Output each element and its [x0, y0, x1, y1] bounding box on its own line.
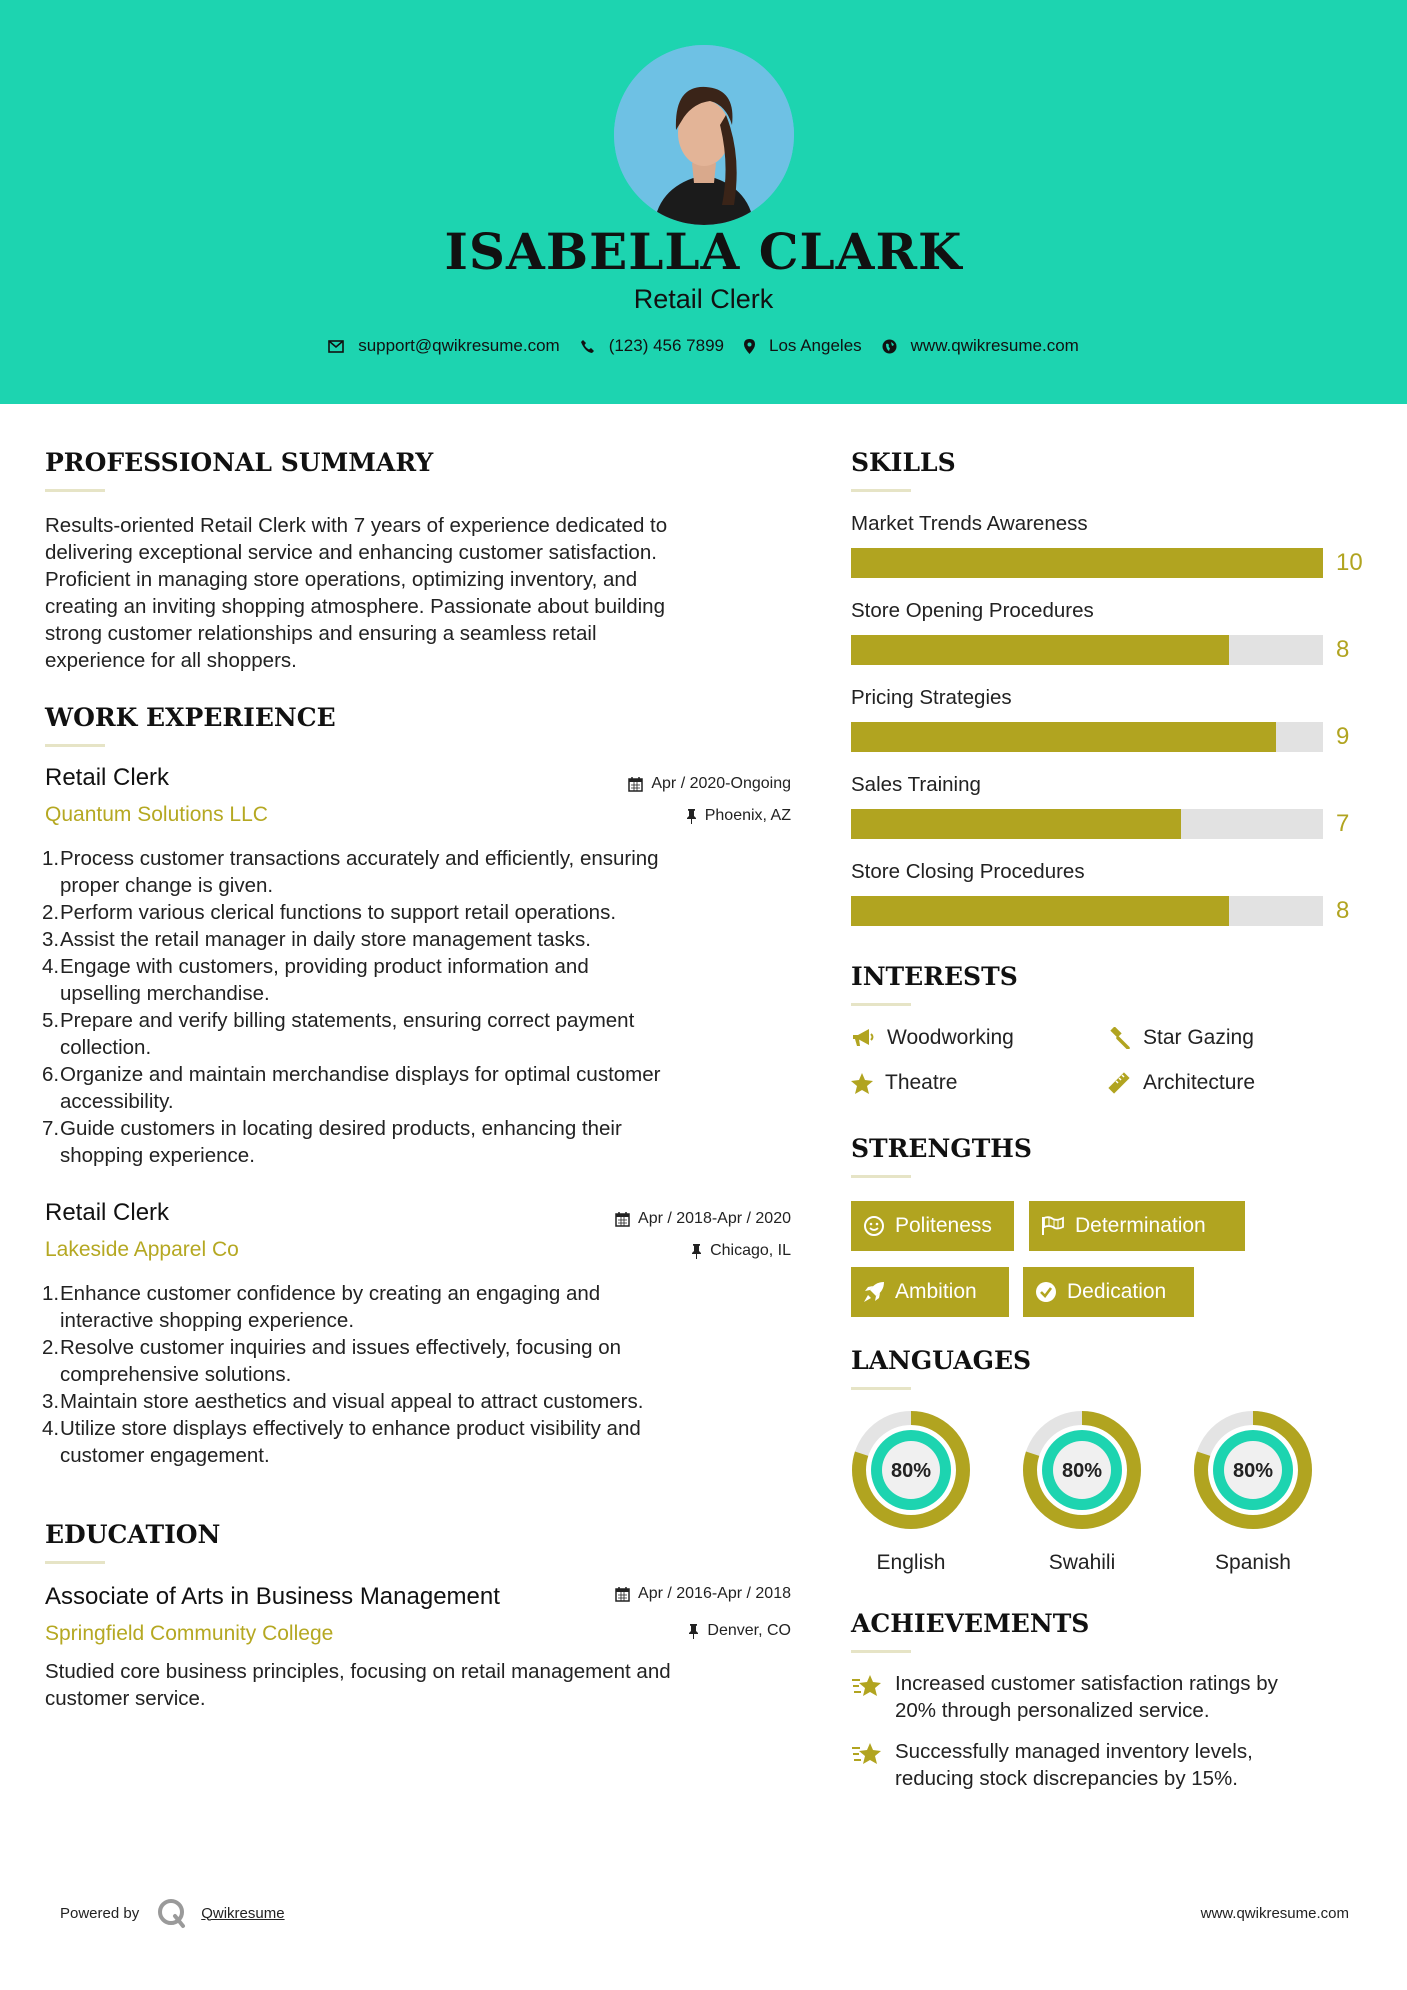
job-location — [691, 1242, 791, 1260]
skill-name: Sales Training — [851, 773, 981, 796]
education-location — [688, 1622, 791, 1640]
achievement-item: Increased customer satisfaction ratings by 20% through personalized service. — [851, 1670, 1278, 1724]
language-name: English — [876, 1551, 946, 1574]
interest-label: Architecture — [1143, 1071, 1256, 1094]
achievement-item: Successfully managed inventory levels, reducing stock discrepancies by 15%. — [851, 1738, 1253, 1792]
summary-heading: PROFESSIONAL SUMMARY — [45, 448, 434, 477]
ruler-icon — [1107, 1072, 1131, 1094]
skill-value: 10 — [1336, 549, 1363, 576]
education-description: Studied core business principles, focusing on retail management and customer service. — [45, 1660, 671, 1710]
list-item: 7. Guide customers in locating desired products, enhancing their shopping experience. — [42, 1117, 622, 1167]
contact-phone[interactable] — [580, 336, 724, 356]
interest-label: Star Gazing — [1143, 1026, 1254, 1049]
language-progress-ring — [1021, 1409, 1143, 1531]
job-date-text: Apr / 2018-Apr / 2020 — [638, 1210, 791, 1227]
skill-value: 8 — [1336, 636, 1350, 663]
summary-line: strong customer relationships and ensuring a seamless retail — [45, 622, 597, 645]
skill-bar-track — [851, 548, 1323, 578]
website-text: www.qwikresume.com — [910, 336, 1079, 355]
language-percent-label: 80% — [890, 1460, 932, 1482]
resume-header — [0, 0, 1407, 404]
skill-bar-fill — [851, 548, 1323, 578]
list-item: 2. Resolve customer inquiries and issues effectively, focusing on comprehensive solutions. — [42, 1336, 621, 1386]
skill-value: 7 — [1336, 810, 1350, 837]
language-name: Swahili — [1048, 1551, 1116, 1574]
degree-title: Associate of Arts in Business Management — [45, 1583, 500, 1610]
job-location-text: Chicago, IL — [710, 1242, 791, 1259]
map-pin-icon — [744, 339, 755, 354]
school-name: Springfield Community College — [45, 1622, 334, 1645]
skill-bar-track — [851, 896, 1323, 926]
skills-heading: SKILLS — [851, 448, 956, 477]
strengths-heading: STRENGTHS — [851, 1134, 1032, 1163]
calendar-icon — [615, 1212, 630, 1227]
language-item — [1021, 1409, 1143, 1584]
list-item: 1. Enhance customer confidence by creating an engaging and interactive shopping experience. — [42, 1282, 601, 1332]
megaphone-icon — [851, 1028, 875, 1048]
education-date-text: Apr / 2016-Apr / 2018 — [638, 1585, 791, 1602]
languages-heading: LANGUAGES — [851, 1346, 1032, 1375]
job-company: Lakeside Apparel Co — [45, 1238, 239, 1261]
contact-email[interactable] — [328, 336, 560, 356]
list-item: 4. Utilize store displays effectively to enhance product visibility and customer engagement. — [42, 1417, 641, 1467]
interests-divider — [851, 1003, 911, 1006]
strength-label: Politeness — [895, 1214, 992, 1237]
contact-website[interactable] — [882, 336, 1079, 356]
work-divider — [45, 744, 105, 747]
job-company: Quantum Solutions LLC — [45, 803, 268, 826]
calendar-icon — [628, 777, 643, 792]
skill-name: Store Closing Procedures — [851, 860, 1085, 883]
job-location — [686, 807, 791, 825]
envelope-icon — [328, 340, 344, 353]
language-item — [850, 1409, 972, 1584]
summary-line: creating an inviting shopping atmosphere. Passionate about building — [45, 595, 665, 618]
education-heading: EDUCATION — [45, 1520, 221, 1549]
job-date — [628, 775, 791, 793]
education-divider — [45, 1561, 105, 1564]
job-title: Retail Clerk — [45, 764, 170, 791]
phone-icon — [580, 339, 595, 354]
strength-label: Ambition — [895, 1280, 977, 1303]
strength-label: Determination — [1075, 1214, 1206, 1237]
language-progress-ring — [850, 1409, 972, 1531]
strength-badge — [1023, 1267, 1194, 1317]
education-location-text: Denver, CO — [707, 1622, 791, 1639]
interest-label: Theatre — [885, 1071, 958, 1094]
list-item: 2. Perform various clerical functions to support retail operations. — [42, 901, 617, 924]
skill-value: 8 — [1336, 897, 1350, 924]
footer-branding — [60, 1896, 285, 1930]
list-item: 3. Maintain store aesthetics and visual appeal to attract customers. — [42, 1390, 644, 1413]
contact-bar — [0, 336, 1407, 356]
check-circle-icon — [1035, 1281, 1057, 1303]
smile-icon — [863, 1215, 885, 1237]
pin-icon — [691, 1244, 702, 1259]
skill-name: Pricing Strategies — [851, 686, 1012, 709]
pin-icon — [686, 809, 697, 824]
summary-line: experience for all shoppers. — [45, 649, 297, 672]
skill-bar-track — [851, 722, 1323, 752]
skills-divider — [851, 489, 911, 492]
powered-by-text: Powered by — [60, 1904, 140, 1922]
rocket-icon — [863, 1281, 885, 1303]
interest-item — [1107, 1071, 1255, 1095]
achievements-heading: ACHIEVEMENTS — [851, 1609, 1090, 1638]
language-name: Spanish — [1215, 1551, 1291, 1574]
skill-bar-fill — [851, 635, 1229, 665]
work-heading: WORK EXPERIENCE — [45, 703, 336, 732]
profile-photo — [614, 45, 794, 225]
summary-line: Results-oriented Retail Clerk with 7 years of experience dedicated to — [45, 514, 668, 537]
job-duties-list — [42, 1280, 782, 1469]
strength-label: Dedication — [1067, 1280, 1167, 1303]
pin-icon — [688, 1624, 699, 1639]
strength-badge — [1029, 1201, 1245, 1251]
skill-bar-track — [851, 635, 1323, 665]
strengths-divider — [851, 1175, 911, 1178]
skill-bar-fill — [851, 896, 1229, 926]
job-date — [615, 1210, 791, 1228]
strength-badge — [851, 1267, 1009, 1317]
language-item — [1192, 1409, 1314, 1584]
strength-badge — [851, 1201, 1014, 1251]
achievement-star-icon — [851, 1740, 885, 1768]
job-date-text: Apr / 2020-Ongoing — [651, 775, 791, 792]
interest-label: Woodworking — [887, 1026, 1014, 1049]
language-percent-label: 80% — [1232, 1460, 1274, 1482]
qwikresume-logo-icon — [155, 1896, 189, 1930]
interest-item — [851, 1026, 1014, 1050]
list-item: 3. Assist the retail manager in daily store management tasks. — [42, 928, 591, 951]
footer-website[interactable]: www.qwikresume.com — [1200, 1905, 1349, 1922]
list-item: 1. Process customer transactions accurately and efficiently, ensuring proper change is given. — [42, 847, 659, 897]
email-text: support@qwikresume.com — [358, 336, 560, 355]
skill-bar-track — [851, 809, 1323, 839]
list-item: 6. Organize and maintain merchandise displays for optimal customer accessibility. — [42, 1063, 661, 1113]
language-percent-label: 80% — [1061, 1460, 1103, 1482]
globe-icon — [882, 339, 897, 354]
list-item: 5. Prepare and verify billing statements, ensuring correct payment collection. — [42, 1009, 635, 1059]
summary-divider — [45, 489, 105, 492]
list-item: 4. Engage with customers, providing product information and upselling merchandise. — [42, 955, 589, 1005]
calendar-icon — [615, 1587, 630, 1602]
achievement-star-icon — [851, 1672, 885, 1700]
flag-icon — [1041, 1216, 1065, 1236]
education-date — [615, 1585, 791, 1603]
summary-line: delivering exceptional service and enhancing customer satisfaction. — [45, 541, 657, 564]
language-progress-ring — [1192, 1409, 1314, 1531]
job-duties-list — [42, 845, 782, 1169]
interest-item — [1107, 1026, 1254, 1050]
languages-divider — [851, 1387, 911, 1390]
location-text: Los Angeles — [769, 336, 862, 355]
skill-name: Store Opening Procedures — [851, 599, 1094, 622]
job-location-text: Phoenix, AZ — [704, 807, 791, 824]
interest-item — [851, 1071, 957, 1095]
phone-text: (123) 456 7899 — [608, 336, 725, 355]
star-icon — [851, 1073, 873, 1094]
interests-heading: INTERESTS — [851, 962, 1018, 991]
achievements-divider — [851, 1650, 911, 1653]
candidate-role: Retail Clerk — [633, 284, 774, 314]
candidate-name: ISABELLA CLARK — [444, 222, 963, 281]
gavel-icon — [1107, 1027, 1131, 1049]
summary-text — [45, 512, 667, 674]
skill-bar-fill — [851, 809, 1181, 839]
skill-name: Market Trends Awareness — [851, 512, 1088, 535]
job-title: Retail Clerk — [45, 1199, 170, 1226]
skill-value: 9 — [1336, 723, 1350, 750]
contact-location — [744, 336, 862, 356]
summary-line: Proficient in managing store operations, optimizing inventory, and — [45, 568, 638, 591]
skill-bar-fill — [851, 722, 1276, 752]
brand-link[interactable]: Qwikresume — [201, 1904, 285, 1922]
